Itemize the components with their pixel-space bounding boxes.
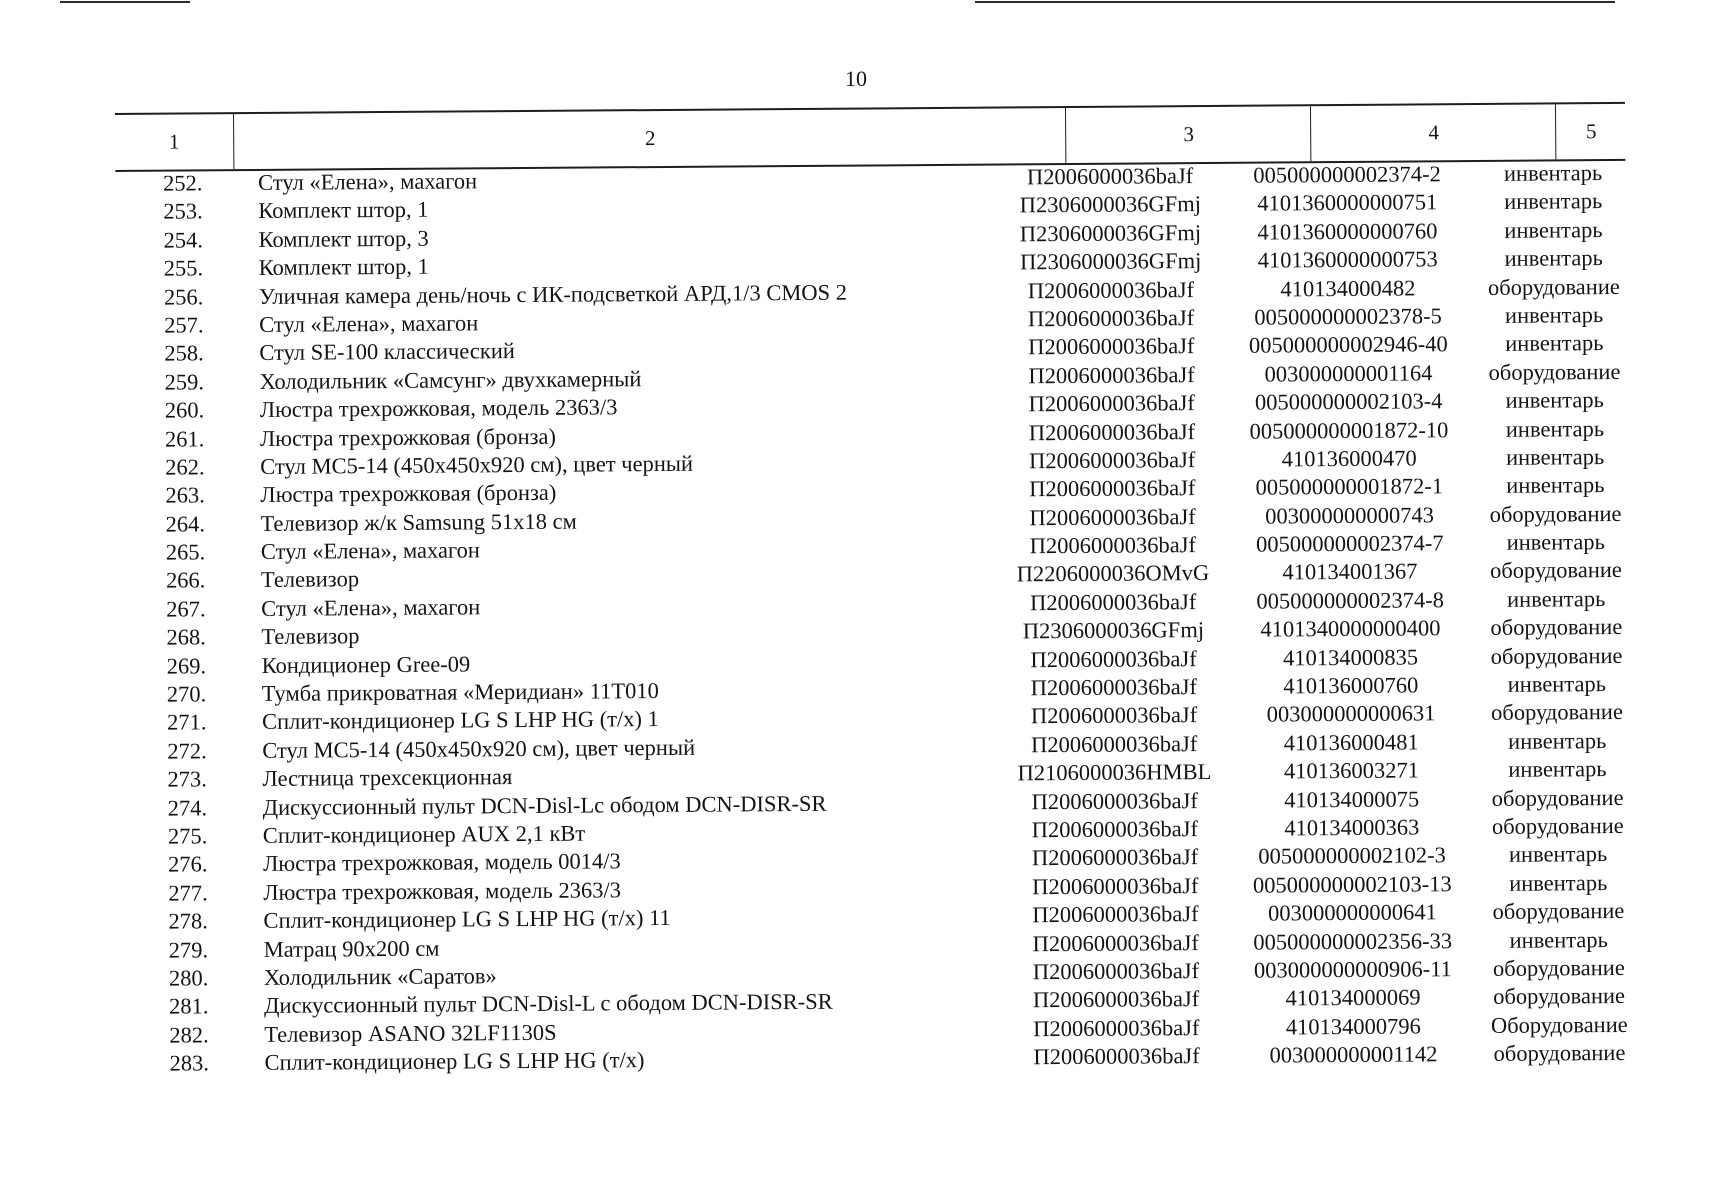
account-code: П2006000036baJf <box>1029 503 1196 530</box>
row-number: 258. <box>164 340 204 366</box>
account-code: П2006000036baJf <box>1032 929 1199 956</box>
account-code: П2006000036baJf <box>1033 1043 1200 1070</box>
item-type: инвентарь <box>1505 415 1605 442</box>
item-type: инвентарь <box>1509 926 1608 953</box>
inventory-number: 003000000000743 <box>1265 502 1435 529</box>
header-cell-3 <box>1067 106 1311 163</box>
item-name: Дискуссионный пульт DCN-Disl-L с ободом DCN-DISR-SR <box>264 989 833 1019</box>
account-code: П2006000036baJf <box>1027 276 1195 303</box>
item-type: инвентарь <box>1506 585 1606 612</box>
account-code: П2306000036GFmj <box>1022 617 1205 644</box>
item-name: Люстра трехрожковая, модель 0014/3 <box>262 848 621 877</box>
inventory-number: 410136000760 <box>1283 672 1419 699</box>
row-number: 281. <box>169 993 209 1019</box>
inventory-number: 410134000075 <box>1284 786 1420 813</box>
top-rule-right <box>975 1 1615 3</box>
row-number: 274. <box>167 794 208 821</box>
item-name: Телевизор ж/к Samsung 51x18 см <box>260 508 577 536</box>
account-code: П2006000036baJf <box>1028 333 1195 360</box>
row-number: 266. <box>165 567 206 594</box>
account-code: П2006000036baJf <box>1029 475 1196 502</box>
row-number: 263. <box>165 482 205 508</box>
item-name: Сплит-кондиционер LG S LHP HG (т/х) 1 <box>261 706 659 735</box>
item-name: Телевизор <box>260 566 360 593</box>
account-code: П2006000036baJf <box>1028 361 1195 389</box>
inventory-number: 4101360000000760 <box>1257 218 1438 245</box>
table-body <box>0 158 1713 1079</box>
inventory-number: 005000000002374-2 <box>1253 161 1441 188</box>
item-name: Уличная камера день/ночь с ИК-подсветкой АРД,1/3 CMOS 2 <box>258 279 848 309</box>
item-type: инвентарь <box>1503 160 1603 186</box>
item-type: оборудование <box>1493 1040 1626 1067</box>
row-number: 271. <box>166 709 207 736</box>
inventory-number: 003000000000631 <box>1266 700 1436 727</box>
inventory-number: 410134000482 <box>1280 275 1416 302</box>
row-number: 267. <box>166 596 206 622</box>
inventory-number: 005000000001872-1 <box>1255 473 1444 500</box>
item-name: Люстра трехрожковая, модель 2363/3 <box>263 877 622 905</box>
inventory-number: 005000000002103-4 <box>1254 388 1443 415</box>
row-number: 255. <box>163 255 204 281</box>
item-type: оборудование <box>1491 784 1624 811</box>
item-type: инвентарь <box>1508 727 1607 754</box>
account-code: П2006000036baJf <box>1032 958 1200 985</box>
account-code: П2206000036OMvG <box>1016 560 1210 587</box>
inventory-number: 005000000002946-40 <box>1248 331 1448 359</box>
inventory-number: 003000000000641 <box>1268 899 1437 926</box>
account-code: П2006000036baJf <box>1028 418 1196 445</box>
inventory-number: 4101360000000751 <box>1257 189 1438 217</box>
inventory-number: 410134000363 <box>1284 814 1420 841</box>
row-number: 256. <box>163 283 204 310</box>
inventory-number: 410136000481 <box>1283 729 1419 756</box>
item-name: Телевизор <box>261 623 360 650</box>
account-code: П2006000036baJf <box>1032 901 1199 928</box>
inventory-number: 410136003271 <box>1283 757 1420 784</box>
item-type: инвентарь <box>1504 216 1603 243</box>
account-code: П2006000036baJf <box>1030 702 1198 729</box>
inventory-number: 005000000001872-10 <box>1249 416 1449 444</box>
row-number: 280. <box>168 965 209 991</box>
row-number: 262. <box>165 454 205 480</box>
account-code: П2006000036baJf <box>1030 674 1198 701</box>
item-type: инвентарь <box>1505 387 1604 413</box>
row-number: 275. <box>167 823 208 849</box>
item-type: оборудование <box>1492 954 1625 981</box>
item-type: инвентарь <box>1505 330 1604 357</box>
row-number: 276. <box>168 851 208 878</box>
item-type: оборудование <box>1490 614 1623 641</box>
account-code: П2006000036baJf <box>1031 787 1198 814</box>
inventory-number: 410134000835 <box>1283 644 1419 671</box>
item-name: Люстра трехрожковая (бронза) <box>260 480 557 508</box>
item-type: инвентарь <box>1505 443 1605 470</box>
item-name: Тумба прикроватная «Меридиан» 11Т010 <box>261 678 659 706</box>
item-type: оборудование <box>1491 812 1624 839</box>
item-type: инвентарь <box>1504 188 1603 215</box>
row-number: 278. <box>168 908 208 934</box>
row-number: 270. <box>166 681 207 707</box>
item-name: Комплект штор, 1 <box>258 253 429 281</box>
item-type: инвентарь <box>1508 756 1607 783</box>
inventory-number: 003000000001142 <box>1269 1041 1438 1068</box>
inventory-number: 410134000796 <box>1285 1013 1421 1040</box>
row-number: 252. <box>163 170 203 196</box>
account-code: П2006000036baJf <box>1031 816 1199 843</box>
item-type: оборудование <box>1488 358 1621 385</box>
inventory-number: 003000000001164 <box>1264 360 1433 387</box>
item-type: инвентарь <box>1504 245 1603 271</box>
inventory-number: 4101360000000753 <box>1257 246 1438 273</box>
item-type: инвентарь <box>1506 529 1605 555</box>
account-code: П2006000036baJf <box>1033 1014 1200 1042</box>
header-cell-5 <box>1557 104 1625 159</box>
item-name: Стул «Елена», махагон <box>258 168 478 195</box>
header-label: 1 <box>168 129 180 154</box>
item-name: Сплит-кондиционер LG S LHP HG (т/х) 11 <box>263 905 671 934</box>
row-number: 272. <box>167 738 207 764</box>
item-name: Стул «Елена», махагон <box>259 310 479 337</box>
row-number: 268. <box>166 624 206 650</box>
inventory-number: 410136000470 <box>1281 445 1417 472</box>
page-number: 10 <box>845 66 867 91</box>
row-number: 254. <box>163 227 203 253</box>
row-number: 260. <box>164 397 205 423</box>
item-type: инвентарь <box>1506 472 1605 499</box>
account-code: П2006000036baJf <box>1031 730 1198 758</box>
row-number: 269. <box>166 652 207 679</box>
item-name: Телевизор ASANO 32LF1130S <box>264 1019 557 1047</box>
header-label: 3 <box>1183 122 1195 147</box>
row-number: 282. <box>169 1022 209 1048</box>
item-name: Сплит-кондиционер AUX 2,1 кВт <box>262 820 586 848</box>
item-name: Люстра трехрожковая, модель 2363/3 <box>259 394 618 423</box>
account-code: П2006000036baJf <box>1026 163 1194 190</box>
account-code: П2006000036baJf <box>1027 305 1195 332</box>
item-type: оборудование <box>1489 500 1622 527</box>
account-code: П2006000036baJf <box>1028 390 1195 417</box>
inventory-number: 005000000002102-3 <box>1258 842 1446 870</box>
row-number: 273. <box>167 766 207 792</box>
header-label: 5 <box>1585 119 1597 144</box>
account-code: П2006000036baJf <box>1028 446 1196 474</box>
item-name: Стул «Елена», махагон <box>260 537 480 565</box>
inventory-number: 005000000002356-33 <box>1253 927 1453 955</box>
item-name: Дискуссионный пульт DCN-Disl-Lc ободом DCN-DISR-SR <box>262 790 827 820</box>
item-type: инвентарь <box>1504 302 1604 328</box>
row-number: 265. <box>165 539 206 565</box>
row-number: 277. <box>168 880 208 906</box>
header-cell-2 <box>235 108 1066 169</box>
item-type: инвентарь <box>1508 841 1608 868</box>
account-code: П2006000036baJf <box>1031 844 1199 871</box>
item-name: Кондиционер Gree-09 <box>261 651 471 678</box>
inventory-number: 410134000069 <box>1285 984 1421 1011</box>
item-type: инвентарь <box>1509 869 1608 896</box>
row-number: 259. <box>164 369 205 395</box>
account-code: П2306000036GFmj <box>1019 191 1201 218</box>
item-type: оборудование <box>1491 699 1624 726</box>
inventory-number: 005000000002378-5 <box>1254 303 1442 330</box>
item-type: инвентарь <box>1507 671 1607 697</box>
account-code: П2306000036GFmj <box>1019 248 1202 275</box>
item-name: Стул MC5-14 (450x450x920 см), цвет черный <box>262 734 696 763</box>
top-rule-left <box>60 1 190 3</box>
row-number: 264. <box>165 511 206 537</box>
item-name: Матрац 90x200 см <box>263 935 440 962</box>
item-type: оборудование <box>1493 983 1626 1010</box>
account-code: П2006000036baJf <box>1029 588 1197 616</box>
item-name: Лестница трехсекционная <box>262 764 513 792</box>
item-type: оборудование <box>1492 898 1625 925</box>
item-name: Сплит-кондиционер LG S LHP HG (т/х) <box>264 1047 645 1076</box>
row-number: 253. <box>163 198 203 225</box>
inventory-number: 410134001367 <box>1282 558 1418 585</box>
item-name: Холодильник «Саратов» <box>263 963 497 990</box>
item-type: Оборудование <box>1490 1011 1628 1038</box>
account-code: П2006000036baJf <box>1029 532 1196 559</box>
inventory-number: 005000000002374-8 <box>1256 587 1445 614</box>
item-type: оборудование <box>1490 642 1623 669</box>
row-number: 283. <box>169 1050 210 1076</box>
inventory-number: 005000000002103-13 <box>1252 870 1452 898</box>
item-type: оборудование <box>1489 557 1622 584</box>
account-code: П2006000036baJf <box>1032 986 1200 1013</box>
inventory-number: 4101340000000400 <box>1260 615 1441 642</box>
account-code: П2006000036baJf <box>1030 645 1197 672</box>
header-label: 4 <box>1428 120 1440 145</box>
account-code: П2306000036GFmj <box>1019 219 1202 247</box>
account-code: П2106000036HMBL <box>1017 759 1212 786</box>
item-name: Стул «Елена», махагон <box>261 594 481 621</box>
item-name: Стул MC5-14 (450x450x920 см), цвет черный <box>260 450 694 479</box>
header-cell-4 <box>1312 104 1556 161</box>
item-name: Холодильник «Самсунг» двухкамерный <box>259 365 642 394</box>
row-number: 279. <box>168 936 209 963</box>
item-name: Комплект штор, 3 <box>258 225 429 252</box>
inventory-number: 005000000002374-7 <box>1255 530 1444 557</box>
item-name: Комплект штор, 1 <box>258 197 429 224</box>
item-name: Люстра трехрожковая (бронза) <box>259 423 557 451</box>
item-name: Стул SE-100 классический <box>259 338 515 366</box>
row-number: 257. <box>164 312 204 338</box>
row-number: 261. <box>164 425 205 452</box>
item-type: оборудование <box>1487 273 1620 300</box>
inventory-number: 003000000000906-11 <box>1253 956 1452 983</box>
header-cell-1 <box>115 114 234 170</box>
header-label: 2 <box>644 126 656 151</box>
account-code: П2006000036baJf <box>1032 872 1199 900</box>
